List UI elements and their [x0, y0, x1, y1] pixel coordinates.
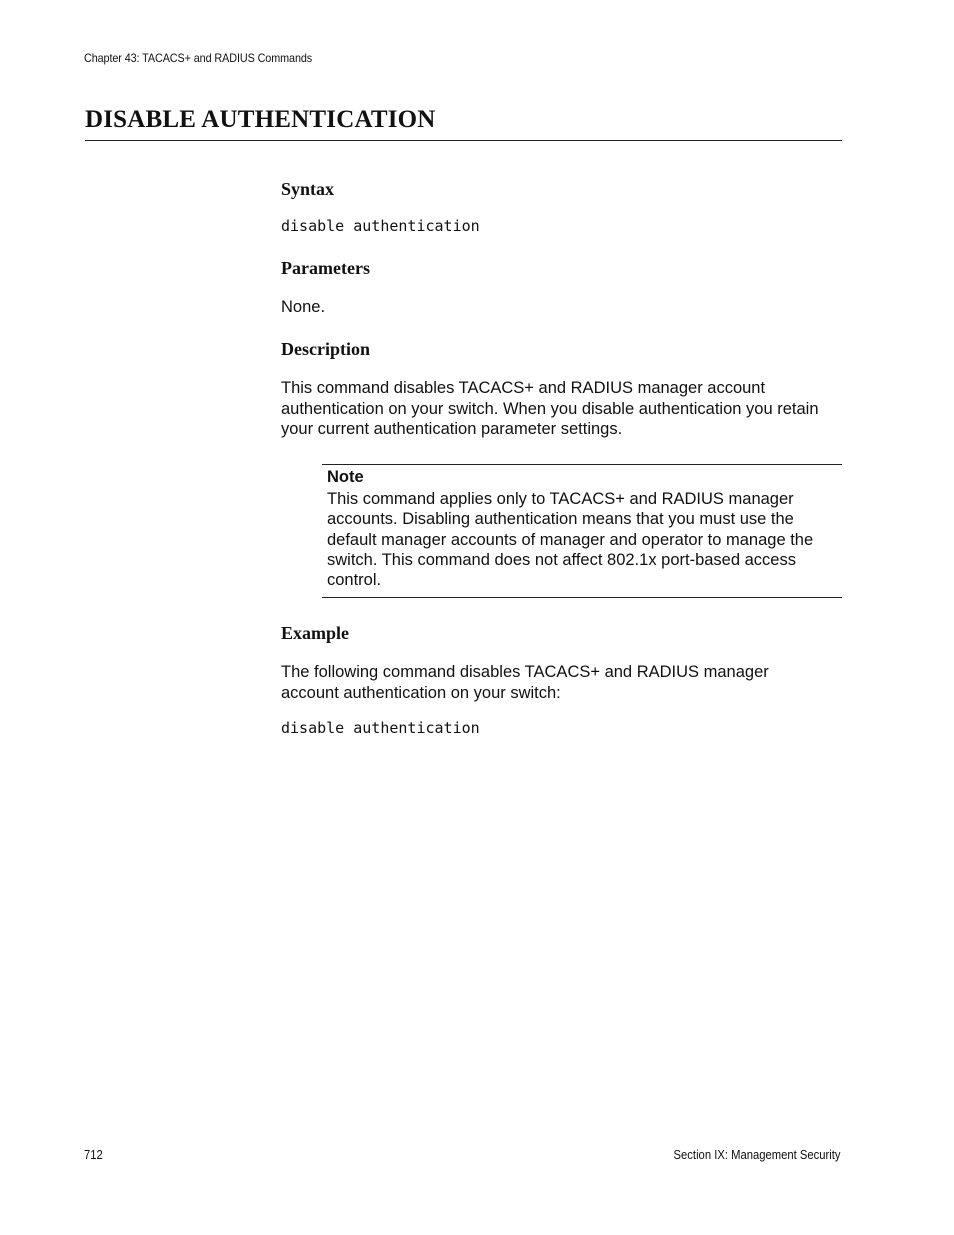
note-label: Note: [327, 468, 364, 486]
note-box: [322, 464, 842, 598]
running-header: Chapter 43: TACACS+ and RADIUS Commands: [84, 51, 313, 65]
example-text: The following command disables TACACS+ and RADIUS manager account authentication on your switch:: [281, 663, 769, 702]
example-command: disable authentication: [281, 719, 480, 737]
parameters-text: None.: [281, 298, 326, 316]
syntax-command: disable authentication: [281, 217, 480, 235]
note-text: This command applies only to TACACS+ and RADIUS manager accounts. Disabling authentication means that you must use the default manager accounts of manager and operator to manage the switch. This command does not affect 802.1x port-based access control.: [327, 490, 814, 590]
page-number: 712: [84, 1148, 103, 1162]
description-text: This command disables TACACS+ and RADIUS manager account authentication on your switch. When you disable authentication you retain your current authentication parameter settings.: [281, 379, 819, 438]
title-divider: [85, 140, 842, 141]
syntax-heading: Syntax: [281, 179, 335, 199]
parameters-heading: Parameters: [281, 258, 370, 278]
description-heading: Description: [281, 339, 370, 359]
footer-section-title: Section IX: Management Security: [674, 1148, 841, 1162]
page-title: DISABLE AUTHENTICATION: [85, 106, 436, 133]
example-heading: Example: [281, 623, 350, 643]
